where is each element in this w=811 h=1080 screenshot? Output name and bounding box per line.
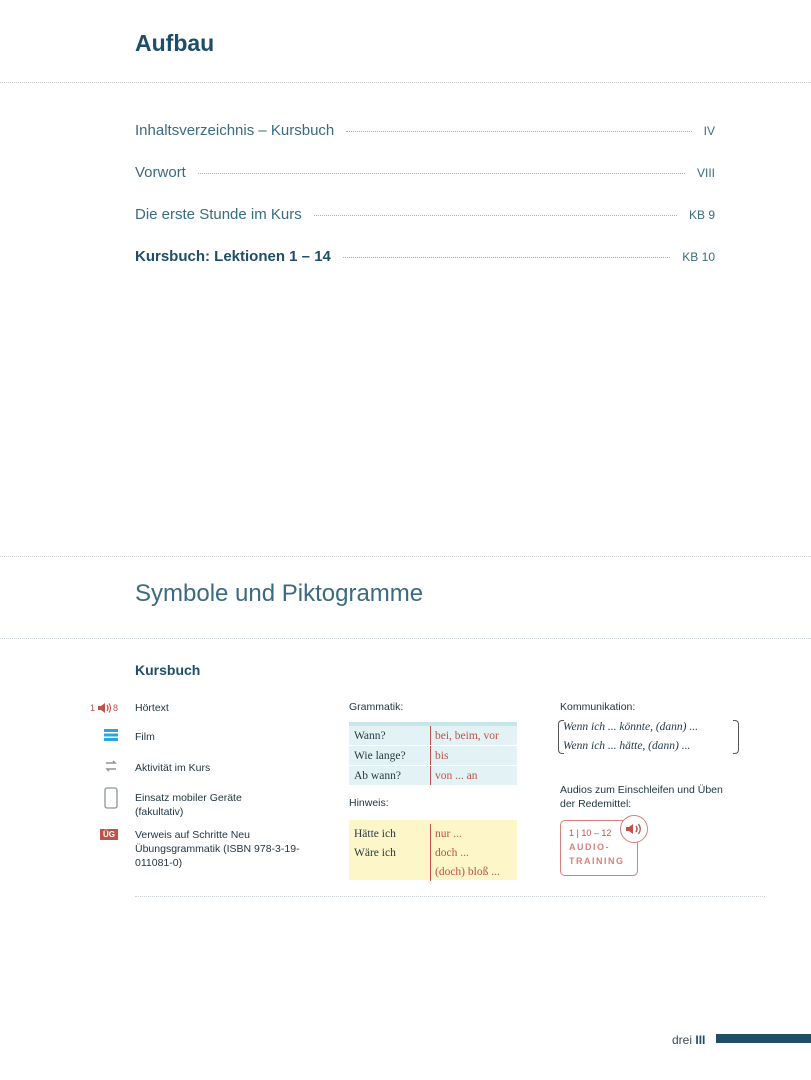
audios-title (560, 783, 723, 811)
toc-label: Inhaltsverzeichnis – Kursbuch (135, 122, 335, 139)
film-icon (104, 729, 118, 741)
toc-leader (198, 173, 685, 174)
toc-leader (314, 215, 677, 216)
table-cell: nur ... (435, 827, 462, 840)
toc-label: Kursbuch: Lektionen 1 – 14 (135, 248, 331, 265)
toc-leader (346, 131, 691, 132)
table-row (349, 824, 517, 843)
mobile-device-icon (104, 787, 118, 809)
table-row (349, 726, 517, 746)
speaker-icon (620, 815, 648, 843)
symbol-label: Aktivität im Kurs (135, 762, 211, 774)
phrase-line: Wenn ich ... hätte, (dann) ... (563, 740, 691, 752)
section-title: Symbole und Piktogramme (135, 580, 424, 607)
table-cell: bei, beim, vor (435, 729, 499, 742)
section-subtitle: Kursbuch (135, 662, 201, 678)
grammatik-title: Grammatik: (349, 701, 404, 713)
table-row (349, 746, 517, 766)
table-cell: bis (435, 749, 449, 762)
divider (135, 896, 765, 897)
grammatik-table (349, 722, 517, 786)
page-title: Aufbau (135, 30, 215, 56)
table-cell: (doch) bloß ... (435, 865, 500, 878)
track-number: 1 (89, 703, 95, 713)
track-number: 8 (112, 703, 118, 713)
kommunikation-lines (563, 718, 698, 756)
toc-label: Vorwort (135, 164, 186, 181)
table-row (349, 843, 517, 862)
audios-title-line: der Redemittel: (560, 798, 632, 810)
table-row (349, 862, 517, 881)
symbol-label: Einsatz mobiler Geräte (fakultativ) (135, 792, 242, 818)
phrase-line: Wenn ich ... könnte, (dann) ... (563, 721, 698, 733)
symbol-label: Verweis auf Schritte Neu Übungsgrammatik (ISBN 978-3-19-011081-0) (135, 829, 300, 869)
toc-leader (343, 257, 670, 258)
table-cell (349, 862, 431, 881)
toc-entry[interactable] (135, 206, 715, 223)
table-cell: Wann? (349, 726, 431, 745)
symbol-label: Film (135, 731, 155, 743)
activity-arrows-icon (104, 760, 118, 772)
ug-badge-icon (100, 829, 118, 840)
symbol-label: Hörtext (135, 702, 169, 714)
ug-badge-text: ÜG (100, 829, 118, 840)
audio-range: 1 | 10 – 12 (569, 828, 612, 838)
toc-label: Die erste Stunde im Kurs (135, 206, 302, 223)
hinweis-title: Hinweis: (349, 797, 389, 809)
audio-label: AUDIO- (569, 842, 610, 852)
divider (0, 82, 811, 83)
divider (0, 638, 811, 639)
audio-track-icon (90, 701, 118, 715)
table-cell: Hätte ich (349, 824, 431, 843)
table-cell: von ... an (435, 769, 478, 782)
kommunikation-title: Kommunikation: (560, 701, 636, 713)
table-cell: Wäre ich (349, 843, 431, 862)
toc-page: KB 9 (688, 208, 715, 222)
divider (0, 556, 811, 557)
toc-entry[interactable] (135, 164, 715, 181)
page-number-roman: III (695, 1033, 706, 1047)
table-cell: doch ... (435, 846, 469, 859)
toc-entry[interactable] (135, 248, 715, 265)
bracket-right (733, 720, 739, 754)
toc-page: IV (703, 124, 715, 138)
speaker-icon (97, 702, 111, 714)
hinweis-table (349, 820, 517, 880)
footer-bar (716, 1034, 811, 1043)
audios-title-line: Audios zum Einschleifen und Üben (560, 784, 723, 796)
page-number-word: drei (672, 1033, 693, 1047)
audio-label: TRAINING (569, 856, 625, 866)
toc-page: VIII (696, 166, 715, 180)
page-number (672, 1033, 705, 1047)
toc-page: KB 10 (682, 250, 715, 264)
table-cell: Wie lange? (349, 746, 431, 765)
table-cell: Ab wann? (349, 766, 431, 785)
table-row (349, 766, 517, 786)
toc-entry[interactable] (135, 122, 715, 139)
